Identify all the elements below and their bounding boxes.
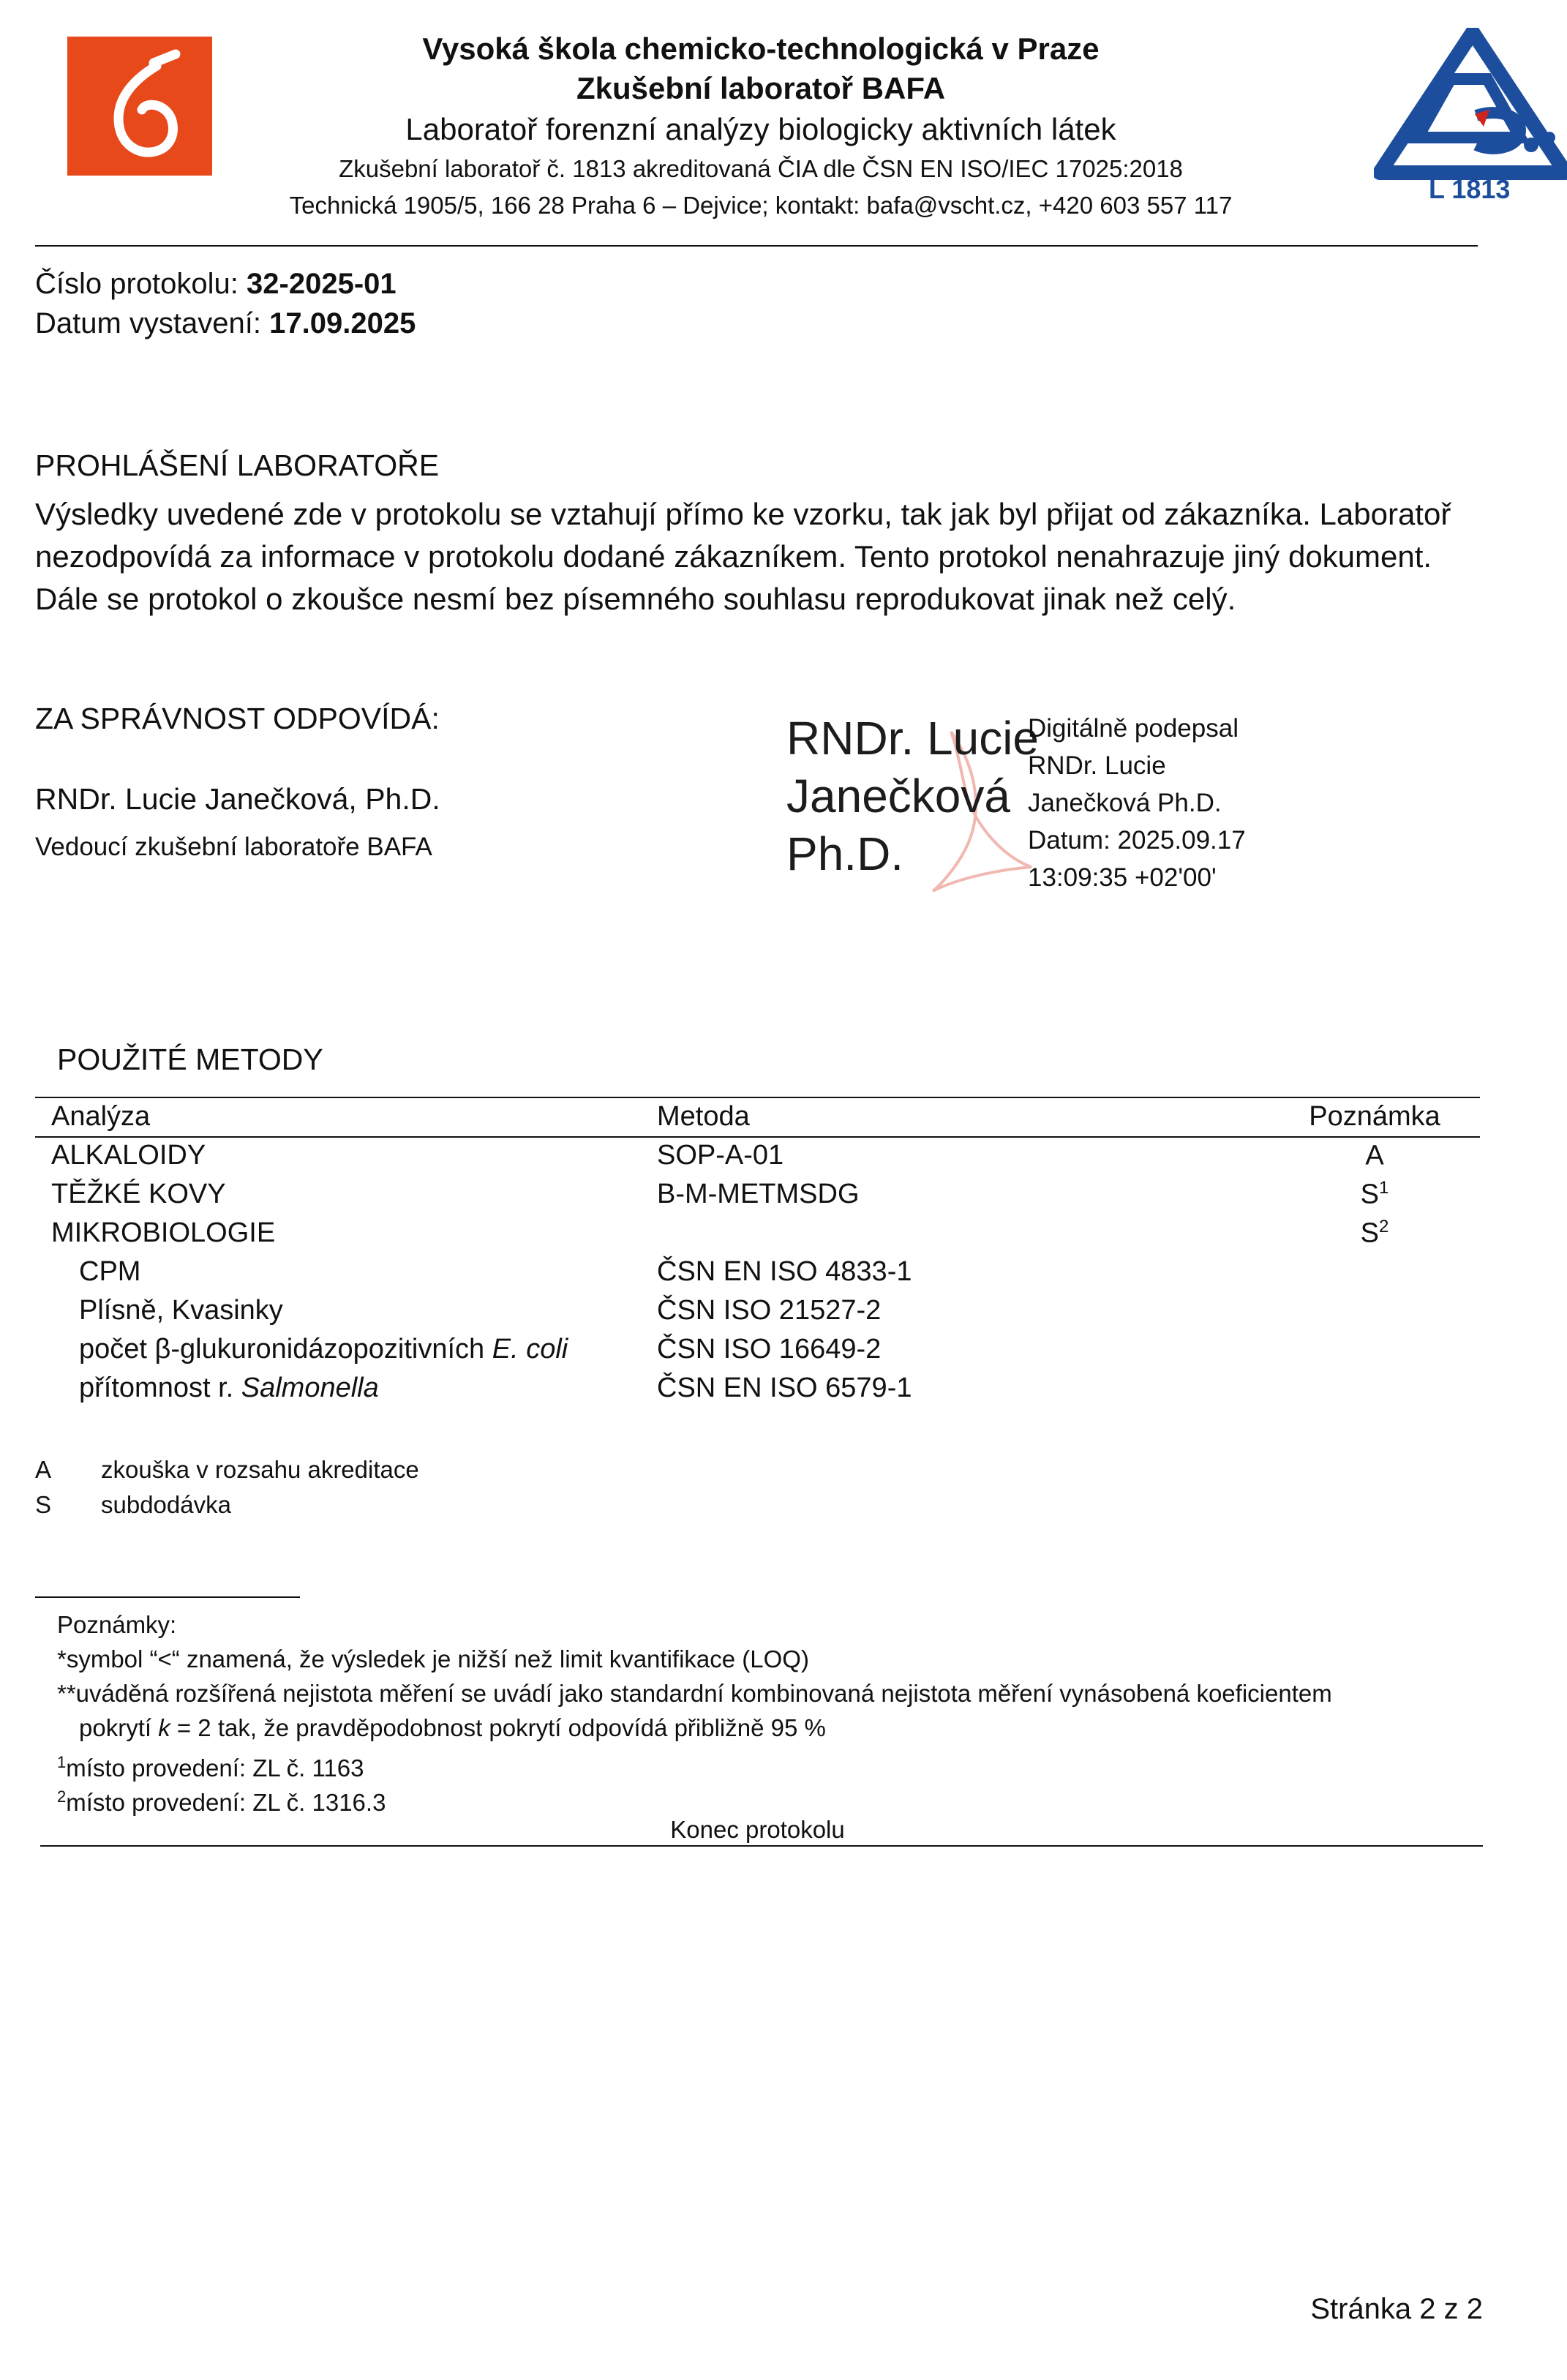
address-line: Technická 1905/5, 166 28 Praha 6 – Dejvice; kontakt: bafa@vscht.cz, +420 603 557 117 xyxy=(289,192,1233,219)
signature-line-2: Janečková xyxy=(786,770,1010,822)
legend-code: S xyxy=(35,1491,52,1518)
method-cell: B-M-METMSDG xyxy=(657,1179,860,1209)
notes-title: Poznámky: xyxy=(57,1611,177,1638)
method-cell: ČSN ISO 21527-2 xyxy=(657,1295,882,1326)
cia-logo xyxy=(1374,28,1567,211)
declaration-title: PROHLÁŠENÍ LABORATOŘE xyxy=(35,448,440,482)
table-row xyxy=(51,1136,1478,1175)
header-note: Poznámka xyxy=(1309,1101,1440,1132)
accreditation-line: Zkušební laboratoř č. 1813 akreditovaná ČIA dle ČSN EN ISO/IEC 17025:2018 xyxy=(339,155,1183,182)
protocol-number-label: Číslo protokolu: xyxy=(35,268,238,300)
end-rule xyxy=(40,1845,1483,1847)
note-cell: $S^1$ xyxy=(1360,1178,1389,1210)
table-row xyxy=(51,1291,1478,1330)
signature-detail-4: Datum: 2025.09.17 xyxy=(1028,826,1246,855)
method-cell: ČSN EN ISO 4833-1 xyxy=(657,1256,912,1287)
signature-detail-2: RNDr. Lucie xyxy=(1028,751,1166,780)
legend-item xyxy=(35,1488,231,1522)
method-cell: ČSN ISO 16649-2 xyxy=(657,1334,882,1364)
methods-header-row xyxy=(51,1097,1478,1136)
lab-name: Zkušební laboratoř BAFA xyxy=(576,71,946,105)
end-of-protocol: Konec protokolu xyxy=(670,1816,845,1843)
legend-item xyxy=(35,1453,419,1487)
note-cell xyxy=(1271,1291,1478,1330)
header-analysis: Analýza xyxy=(51,1101,151,1132)
protocol-number: 32-2025-01 xyxy=(247,268,397,300)
note-cell: A xyxy=(1365,1140,1384,1171)
responsible-title: ZA SPRÁVNOST ODPOVÍDÁ: xyxy=(35,702,440,735)
signature-line-3: Ph.D. xyxy=(786,827,904,880)
method-cell: SOP-A-01 xyxy=(657,1140,784,1171)
method-cell: ČSN EN ISO 6579-1 xyxy=(657,1373,912,1403)
issue-date: 17.09.2025 xyxy=(269,307,416,339)
note-uncertainty-cont: pokrytí k = 2 tak, že pravděpodobnost pokrytí odpovídá přibližně 95 % xyxy=(79,1714,826,1741)
table-row xyxy=(51,1214,1478,1253)
responsible-role: Vedoucí zkušební laboratoře BAFA xyxy=(35,833,432,861)
signature-detail-3: Janečková Ph.D. xyxy=(1028,789,1222,817)
note-cell: $S^2$ xyxy=(1360,1217,1389,1249)
signature-details xyxy=(1028,710,1246,896)
note-cell xyxy=(1271,1330,1478,1369)
table-row xyxy=(51,1175,1478,1214)
note-location-2: $^2$místo provedení: ZL č. 1316.3 xyxy=(57,1787,386,1816)
table-row xyxy=(51,1330,1478,1369)
note-cell xyxy=(1271,1253,1478,1291)
declaration-text: Výsledky uvedené zde v protokolu se vztahují přímo ke vzorku, tak jak byl přijat od zákazníka. Laboratoř nezodpovídá za informace v protokolu dodané zákazníkem. Tento protokol nenahrazuje jiný dokument. Dále se protokol o zkoušce nesmí bez písemného souhlasu reprodukovat jinak než celý. xyxy=(35,497,1451,616)
cia-logo-label: L 1813 xyxy=(1429,174,1511,204)
legend-code: A xyxy=(35,1456,52,1483)
note-uncertainty: **uváděná rozšířená nejistota měření se uvádí jako standardní kombinovaná nejistota měření vynásobená koeficientem xyxy=(57,1680,1332,1707)
issue-date-label: Datum vystavení: xyxy=(35,307,262,339)
note-cell xyxy=(1271,1369,1478,1408)
analysis-cell: TĚŽKÉ KOVY xyxy=(51,1179,226,1209)
analysis-cell: Plísně, Kvasinky xyxy=(79,1295,283,1326)
note-loq: *symbol “<“ znamená, že výsledek je nižší než limit kvantifikace (LOQ) xyxy=(57,1645,809,1673)
signature-detail-1: Digitálně podepsal xyxy=(1028,714,1239,743)
header-divider xyxy=(35,245,1478,247)
notes-divider xyxy=(35,1596,300,1598)
table-row xyxy=(51,1369,1478,1408)
analysis-cell: MIKROBIOLOGIE xyxy=(51,1217,276,1248)
vscht-logo xyxy=(67,37,212,176)
methods-title: POUŽITÉ METODY xyxy=(57,1043,323,1076)
lab-subtitle: Laboratoř forenzní analýzy biologicky aktivních látek xyxy=(405,112,1116,146)
header-block xyxy=(219,29,1302,224)
legend-text: zkouška v rozsahu akreditace xyxy=(101,1456,419,1483)
legend-text: subdodávka xyxy=(101,1491,231,1518)
university-name: Vysoká škola chemicko-technologická v Praze xyxy=(422,31,1100,66)
vscht-flask-icon xyxy=(67,37,212,176)
header-method: Metoda xyxy=(657,1101,750,1132)
issue-date-row xyxy=(35,304,416,342)
table-row xyxy=(51,1253,1478,1291)
signature-line-1: RNDr. Lucie xyxy=(786,712,1039,765)
analysis-cell: CPM xyxy=(79,1256,141,1287)
signature-name-block xyxy=(786,710,1039,883)
page-number: Stránka 2 z 2 xyxy=(1310,2293,1483,2325)
analysis-cell: ALKALOIDY xyxy=(51,1140,206,1171)
signature-detail-5: 13:09:35 +02'00' xyxy=(1028,863,1217,892)
analysis-cell: počet β-glukuronidázopozitivních E. coli xyxy=(79,1334,568,1364)
responsible-name: RNDr. Lucie Janečková, Ph.D. xyxy=(35,782,440,816)
note-location-1: $^1$místo provedení: ZL č. 1163 xyxy=(57,1753,364,1782)
analysis-cell: přítomnost r. Salmonella xyxy=(79,1373,379,1403)
protocol-number-row xyxy=(35,265,397,303)
method-cell xyxy=(657,1214,1271,1253)
methods-table xyxy=(51,1097,1478,1408)
digital-signature xyxy=(786,710,1299,900)
